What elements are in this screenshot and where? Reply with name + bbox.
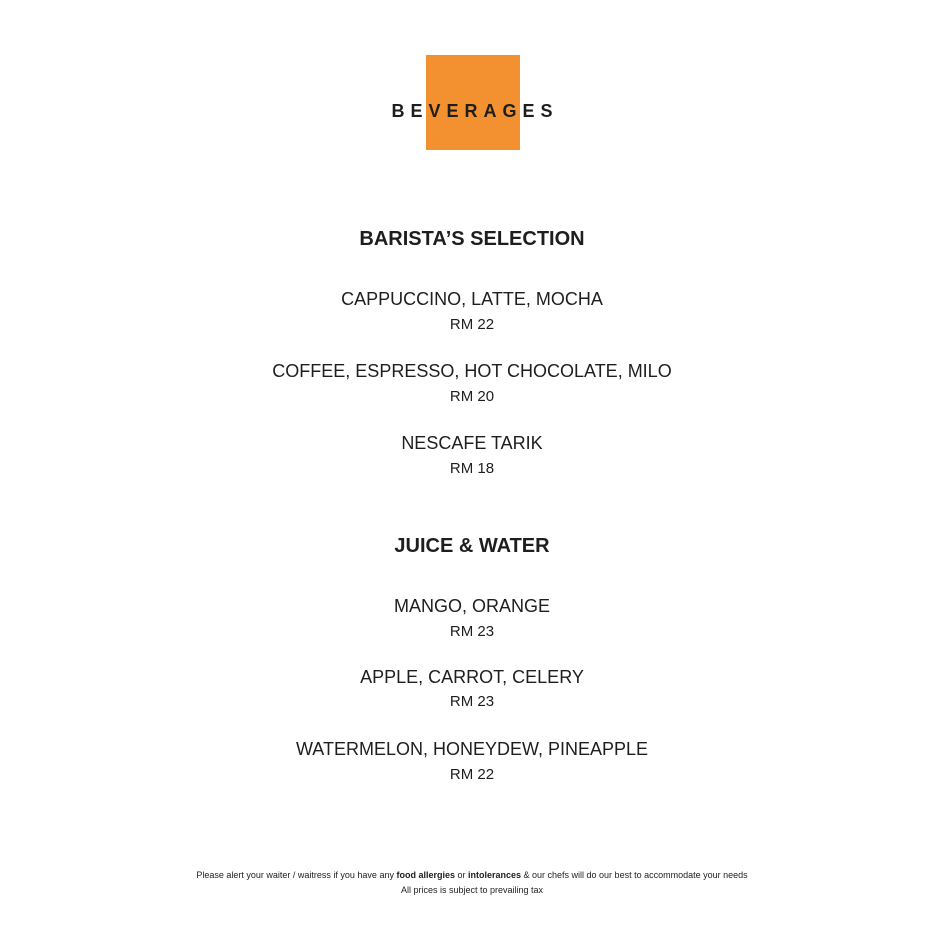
menu-item-price: RM 18	[449, 460, 495, 477]
footer-text: or	[454, 870, 468, 880]
menu-item-price: RM 22	[449, 766, 495, 783]
footer-bold-text: intolerances	[467, 870, 522, 880]
section-title-juice: JUICE & WATER	[394, 535, 550, 557]
footer-allergy-notice	[0, 869, 944, 881]
menu-item-name: NESCAFE TARIK	[401, 433, 543, 453]
footer-text: & our chefs will do our best to accommodate your needs	[521, 870, 748, 880]
menu-item-name: MANGO, ORANGE	[393, 596, 550, 616]
footer-tax-notice: All prices is subject to prevailing tax	[400, 885, 544, 895]
menu-item-name: CAPPUCCINO, LATTE, MOCHA	[341, 289, 603, 309]
menu-item-price: RM 23	[449, 623, 495, 640]
menu-item-name: COFFEE, ESPRESSO, HOT CHOCOLATE, MILO	[272, 361, 672, 381]
section-title-barista: BARISTA’S SELECTION	[359, 228, 585, 250]
menu-item-name: WATERMELON, HONEYDEW, PINEAPPLE	[295, 739, 649, 759]
menu-logo	[0, 55, 944, 150]
menu-item-price: RM 23	[449, 693, 495, 710]
logo-title: BEVERAGES	[391, 101, 559, 121]
menu-item-name: APPLE, CARROT, CELERY	[360, 667, 584, 687]
footer-text: Please alert your waiter / waitress if you have any	[196, 870, 397, 880]
menu-item-price: RM 20	[449, 388, 495, 405]
footer-bold-text: food allergies	[396, 870, 455, 880]
menu-item-price: RM 22	[449, 316, 495, 333]
